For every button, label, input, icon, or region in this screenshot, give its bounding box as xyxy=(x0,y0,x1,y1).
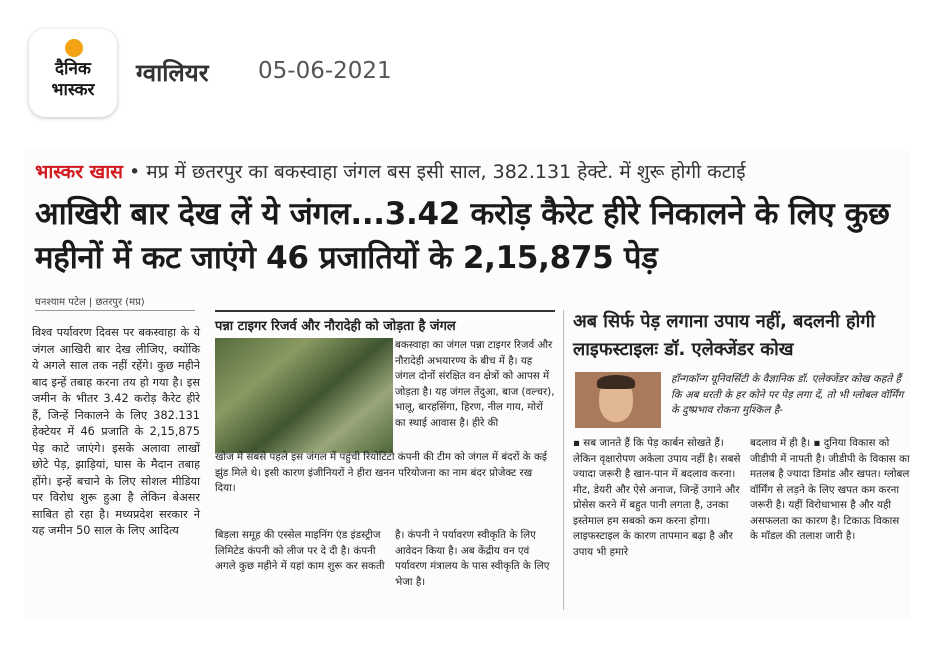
left-column-text: विश्व पर्यावरण दिवस पर बकस्वाहा के ये जंगल आखिरी बार देख लीजिए, क्योंकि ये अगले साल तक नहीं रहेंगे। कुछ महीने बाद इन्हें तबाह करना तय हो गया है। इस जमीन के भीतर 3.42 करोड़ कैरेट हीरे हैं, जिन्हें निकालने के लिए 382.131 हेक्टेयर में 46 प्रजाति के 2,15,875 पेड़ काटे जाएंगे। इसके अलावा लाखों छोटे पेड़, झाड़ियां, घास के मैदान तबाह होंगे। इन्हें बचाने के लिए सोशल मीडिया पर विरोध शुरू हुआ है लेकिन बेअसर साबित हो रहा है। मध्यप्रदेश सरकार ने यह जमीन 50 साल के लिए आदित्य xyxy=(32,326,200,537)
mid-column-b-text: है। कंपनी ने पर्यावरण स्वीकृति के लिए आवेदन किया है। अब केंद्रीय वन एवं पर्यावरण मंत्रालय के पास स्वीकृति के लिए भेजा है। xyxy=(395,529,550,588)
newspaper-clipping xyxy=(25,150,910,620)
forest-aerial-photo xyxy=(215,338,393,453)
mid-wide-text: खोज में सबसे पहले इस जंगल में पहुंची रियोटिंटो कंपनी की टीम को जंगल में बंदरों के कई झुंड मिले थे। इसी कारण इंजीनियरों ने हीरा खनन परियोजना का नाम बंदर प्रोजेक्ट रख दिया। xyxy=(215,451,547,494)
byline: घनश्याम पटेल | छतरपुर (मप्र) xyxy=(35,297,145,308)
dainik-bhaskar-logo[interactable] xyxy=(29,29,117,117)
divider xyxy=(35,310,195,311)
kicker-brand: भास्कर खास xyxy=(35,161,123,183)
portrait-photo xyxy=(575,372,661,428)
mid-subheading: पन्ना टाइगर रिजर्व और नौरादेही को जोड़ता है जंगल xyxy=(215,310,555,334)
logo-line1: दैनिक xyxy=(55,59,91,79)
right-heading: अब सिर्फ पेड़ लगाना उपाय नहीं, बदलनी होगी लाइफस्टाइलः डॉ. एलेक्जेंडर कोख xyxy=(573,311,876,360)
mid-photo-caption-text: बकस्वाहा का जंगल पन्ना टाइगर रिजर्व और नौरादेही अभयारण्य के बीच में है। यह जंगल दोनों संरक्षित वन क्षेत्रों को आपस में जोड़ता है। यह जंगल तेंदुआ, बाज (वल्चर), भालू, बारहसिंगा, हिरण, नील गाय, मोरों का स्थाई आवास है। हीरे की xyxy=(395,339,555,429)
edition-city: ग्वालियर xyxy=(136,59,209,87)
logo-line2: भास्कर xyxy=(51,80,95,100)
headline: आखिरी बार देख लें ये जंगल...3.42 करोड़ कैरेट हीरे निकालने के लिए कुछ महीनों में कट जाएंगे 46 प्रजातियों के 2,15,875 पेड़ xyxy=(35,196,890,276)
edition-date: 05-06-2021 xyxy=(258,58,392,84)
mid-column-a-text: बिड़ला समूह की एस्सेल माइनिंग एंड इंडस्ट्रीज लिमिटेड कंपनी को लीज पर दे दी है। कंपनी अगले कुछ महीने में यहां काम शुरू कर सकती xyxy=(215,529,385,572)
kicker xyxy=(35,158,746,184)
right-quote: हॉन्गकॉन्ग यूनिवर्सिटी के वैज्ञानिक डॉ. एलेक्जेंडर कोख कहते हैं कि अब धरती के हर कोने पर पेड़ लगा दें, तो भी ग्लोबल वॉर्मिंग के दुष्प्रभाव रोकना मुश्किल है- xyxy=(671,373,904,416)
right-column-1-text: ▪ सब जानते हैं कि पेड़ कार्बन सोखते हैं। लेकिन वृक्षारोपण अकेला उपाय नहीं है। सबसे ज्यादा जरूरी है खान-पान में बदलाव करना। मीट, डेयरी और ऐसे अनाज, जिन्हें उगाने और प्रोसेस करने में बहुत पानी लगता है, उनका इस्तेमाल हम सबको कम करना होगा। लाइफस्टाइल के कारण तापमान बढ़ा है और उपाय भी हमारे xyxy=(573,437,741,558)
column-divider xyxy=(563,310,564,610)
hair-shape xyxy=(597,375,635,389)
right-column-2-text: बदलाव में ही है। ▪ दुनिया विकास को जीडीपी में नापती है। जीडीपी के विकास का मतलब है ज्यादा डिमांड और खपत। ग्लोबल वॉर्मिंग से लड़ने के लिए खपत कम करना जरूरी है। यहीं विरोधाभास है और यही असफलता का कारण है। टिकाऊ विकास के मॉडल की तलाश जारी है। xyxy=(750,437,910,542)
sun-icon xyxy=(65,39,83,57)
kicker-text: • मप्र में छतरपुर का बकस्वाहा जंगल बस इसी साल, 382.131 हेक्टे. में शुरू होगी कटाई xyxy=(122,161,746,183)
